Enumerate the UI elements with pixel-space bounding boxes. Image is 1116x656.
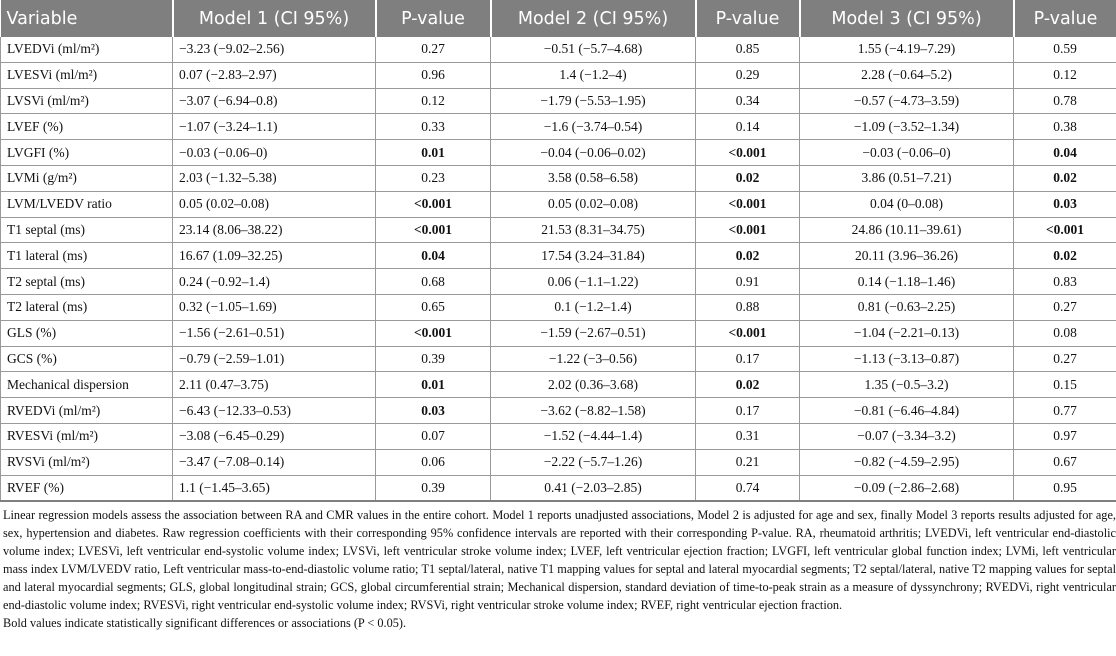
cell-p-value-3: 0.12 — [1014, 62, 1116, 88]
cell-p-value-2: 0.17 — [696, 346, 800, 372]
cell-model-1: 0.24 (−0.92–1.4) — [173, 269, 376, 295]
table-row — [1, 449, 1116, 475]
cell-p-value-1: 0.65 — [376, 294, 491, 320]
cell-p-value-3: 0.78 — [1014, 88, 1116, 114]
cell-variable: T1 lateral (ms) — [1, 243, 173, 269]
cell-model-3: −1.13 (−3.13–0.87) — [800, 346, 1014, 372]
cell-model-3: 1.35 (−0.5–3.2) — [800, 372, 1014, 398]
cell-p-value-2: 0.17 — [696, 398, 800, 424]
table-row — [1, 62, 1116, 88]
cell-model-1: −6.43 (−12.33–0.53) — [173, 398, 376, 424]
cell-p-value-2: 0.85 — [696, 37, 800, 62]
cell-p-value-1: 0.07 — [376, 423, 491, 449]
cell-p-value-3: 0.67 — [1014, 449, 1116, 475]
header-p-value-1: P-value — [376, 0, 491, 37]
cell-model-2: −1.79 (−5.53–1.95) — [491, 88, 696, 114]
cell-p-value-2: 0.21 — [696, 449, 800, 475]
cell-model-3: 2.28 (−0.64–5.2) — [800, 62, 1014, 88]
table-footnotes — [0, 502, 1116, 632]
cell-model-2: 2.02 (0.36–3.68) — [491, 372, 696, 398]
cell-model-2: 17.54 (3.24–31.84) — [491, 243, 696, 269]
cell-p-value-1: 0.96 — [376, 62, 491, 88]
cell-variable: T2 septal (ms) — [1, 269, 173, 295]
cell-model-1: −0.79 (−2.59–1.01) — [173, 346, 376, 372]
cell-model-1: 1.1 (−1.45–3.65) — [173, 475, 376, 501]
header-row — [1, 0, 1116, 37]
cell-model-1: 0.07 (−2.83–2.97) — [173, 62, 376, 88]
cell-model-2: 21.53 (8.31–34.75) — [491, 217, 696, 243]
table-row — [1, 114, 1116, 140]
cell-variable: LVESVi (ml/m²) — [1, 62, 173, 88]
cell-model-1: 2.11 (0.47–3.75) — [173, 372, 376, 398]
cell-variable: LVGFI (%) — [1, 140, 173, 166]
cell-p-value-3: 0.38 — [1014, 114, 1116, 140]
table-row — [1, 398, 1116, 424]
cell-variable: LVEDVi (ml/m²) — [1, 37, 173, 62]
cell-model-2: −1.59 (−2.67–0.51) — [491, 320, 696, 346]
cell-p-value-2: 0.29 — [696, 62, 800, 88]
cell-p-value-2: 0.88 — [696, 294, 800, 320]
table-row — [1, 320, 1116, 346]
cell-model-3: −0.81 (−6.46–4.84) — [800, 398, 1014, 424]
cell-p-value-2: 0.31 — [696, 423, 800, 449]
cell-model-3: 0.04 (0–0.08) — [800, 191, 1014, 217]
cell-model-2: −0.51 (−5.7–4.68) — [491, 37, 696, 62]
cell-model-1: −1.56 (−2.61–0.51) — [173, 320, 376, 346]
cell-variable: T2 lateral (ms) — [1, 294, 173, 320]
cell-p-value-2: <0.001 — [696, 320, 800, 346]
cell-model-3: 0.14 (−1.18–1.46) — [800, 269, 1014, 295]
table-row — [1, 346, 1116, 372]
cell-p-value-2: <0.001 — [696, 217, 800, 243]
cell-p-value-3: 0.08 — [1014, 320, 1116, 346]
header-model-3: Model 3 (CI 95%) — [800, 0, 1014, 37]
cell-model-1: −1.07 (−3.24–1.1) — [173, 114, 376, 140]
header-model-1: Model 1 (CI 95%) — [173, 0, 376, 37]
cell-p-value-2: 0.14 — [696, 114, 800, 140]
cell-model-1: 16.67 (1.09–32.25) — [173, 243, 376, 269]
cell-model-1: −3.47 (−7.08–0.14) — [173, 449, 376, 475]
cell-model-1: 2.03 (−1.32–5.38) — [173, 165, 376, 191]
cell-model-3: −0.82 (−4.59–2.95) — [800, 449, 1014, 475]
cell-model-3: −0.07 (−3.34–3.2) — [800, 423, 1014, 449]
cell-model-3: 20.11 (3.96–36.26) — [800, 243, 1014, 269]
cell-p-value-1: 0.01 — [376, 372, 491, 398]
cell-model-2: −3.62 (−8.82–1.58) — [491, 398, 696, 424]
cell-model-2: 0.06 (−1.1–1.22) — [491, 269, 696, 295]
cell-p-value-3: 0.95 — [1014, 475, 1116, 501]
cell-p-value-3: <0.001 — [1014, 217, 1116, 243]
header-variable: Variable — [1, 0, 173, 37]
cell-variable: RVEF (%) — [1, 475, 173, 501]
table-row — [1, 191, 1116, 217]
cell-model-1: −0.03 (−0.06–0) — [173, 140, 376, 166]
cell-p-value-3: 0.27 — [1014, 294, 1116, 320]
cell-p-value-2: <0.001 — [696, 191, 800, 217]
cell-p-value-3: 0.02 — [1014, 243, 1116, 269]
cell-p-value-2: 0.02 — [696, 165, 800, 191]
cell-p-value-3: 0.03 — [1014, 191, 1116, 217]
cell-model-2: −1.6 (−3.74–0.54) — [491, 114, 696, 140]
cell-p-value-3: 0.02 — [1014, 165, 1116, 191]
cell-model-1: 0.32 (−1.05–1.69) — [173, 294, 376, 320]
header-p-value-2: P-value — [696, 0, 800, 37]
cell-model-1: −3.07 (−6.94–0.8) — [173, 88, 376, 114]
cell-model-3: 0.81 (−0.63–2.25) — [800, 294, 1014, 320]
cell-model-2: −1.22 (−3–0.56) — [491, 346, 696, 372]
table-row — [1, 140, 1116, 166]
cell-model-1: 0.05 (0.02–0.08) — [173, 191, 376, 217]
cell-p-value-3: 0.15 — [1014, 372, 1116, 398]
cell-model-2: −0.04 (−0.06–0.02) — [491, 140, 696, 166]
footnote-main: Linear regression models assess the association between RA and CMR values in the entire cohort. Model 1 reports unadjusted associations, Model 2 is adjusted for age and sex, finally Model 3 reports results adjusted for age, sex, hypertension and diabetes. Raw regression coefficients with their corresponding 95% confidence intervals are reported with their corresponding P-value. RA, rheumatoid arthritis; LVEDVi, left ventricular end-diastolic volume index; LVESVi, left ventricular end-systolic volume index; LVSVi, left ventricular stroke volume index; LVEF, left ventricular ejection fraction; LVGFI, left ventricular global function index; LVMi, left ventricular mass index LVM/LVEDV ratio, Left ventricular mass-to-end-diastolic volume ratio; T1 septal/lateral, native T1 mapping values for septal and lateral myocardial segments; T2 septal/lateral, native T2 mapping values for septal and lateral myocardial segments; GLS, global longitudinal strain; GCS, global circumferential strain; Mechanical dispersion, standard deviation of time-to-peak strain as a measure of dyssynchrony; RVEDVi, right ventricular end-diastolic volume index; RVESVi, right ventricular end-systolic volume index; RVSVi, right ventricular stroke volume index; RVEF, right ventricular ejection fraction. — [3, 508, 1116, 613]
cell-model-2: 0.05 (0.02–0.08) — [491, 191, 696, 217]
cell-p-value-1: 0.03 — [376, 398, 491, 424]
cell-p-value-3: 0.97 — [1014, 423, 1116, 449]
table-row — [1, 269, 1116, 295]
cell-model-3: 3.86 (0.51–7.21) — [800, 165, 1014, 191]
table-row — [1, 423, 1116, 449]
cell-p-value-1: 0.68 — [376, 269, 491, 295]
cell-variable: GCS (%) — [1, 346, 173, 372]
cell-model-3: −1.09 (−3.52–1.34) — [800, 114, 1014, 140]
cell-variable: LVM/LVEDV ratio — [1, 191, 173, 217]
cell-p-value-1: 0.01 — [376, 140, 491, 166]
cell-p-value-1: 0.06 — [376, 449, 491, 475]
cell-variable: LVMi (g/m²) — [1, 165, 173, 191]
cell-variable: LVEF (%) — [1, 114, 173, 140]
cell-model-3: 1.55 (−4.19–7.29) — [800, 37, 1014, 62]
cell-variable: GLS (%) — [1, 320, 173, 346]
cell-variable: LVSVi (ml/m²) — [1, 88, 173, 114]
cell-model-3: 24.86 (10.11–39.61) — [800, 217, 1014, 243]
cell-p-value-3: 0.04 — [1014, 140, 1116, 166]
cell-p-value-2: 0.91 — [696, 269, 800, 295]
cell-p-value-1: <0.001 — [376, 191, 491, 217]
cell-p-value-1: <0.001 — [376, 320, 491, 346]
table-row — [1, 88, 1116, 114]
cell-model-2: 0.1 (−1.2–1.4) — [491, 294, 696, 320]
header-model-2: Model 2 (CI 95%) — [491, 0, 696, 37]
cell-variable: RVESVi (ml/m²) — [1, 423, 173, 449]
cell-model-2: 1.4 (−1.2–4) — [491, 62, 696, 88]
cell-p-value-1: 0.39 — [376, 346, 491, 372]
cell-model-2: 3.58 (0.58–6.58) — [491, 165, 696, 191]
cell-p-value-3: 0.83 — [1014, 269, 1116, 295]
cell-p-value-3: 0.27 — [1014, 346, 1116, 372]
cell-p-value-1: <0.001 — [376, 217, 491, 243]
footnote-bold-note: Bold values indicate statistically significant differences or associations (P < 0.05). — [3, 616, 407, 631]
cell-model-2: 0.41 (−2.03–2.85) — [491, 475, 696, 501]
table-row — [1, 372, 1116, 398]
cell-model-1: 23.14 (8.06–38.22) — [173, 217, 376, 243]
cell-p-value-2: 0.34 — [696, 88, 800, 114]
cell-p-value-1: 0.23 — [376, 165, 491, 191]
table-row — [1, 37, 1116, 62]
cell-model-1: −3.08 (−6.45–0.29) — [173, 423, 376, 449]
table-row — [1, 243, 1116, 269]
cell-p-value-2: 0.74 — [696, 475, 800, 501]
cell-variable: RVEDVi (ml/m²) — [1, 398, 173, 424]
table-row — [1, 294, 1116, 320]
cell-variable: Mechanical dispersion — [1, 372, 173, 398]
cell-model-3: −0.09 (−2.86–2.68) — [800, 475, 1014, 501]
cell-p-value-3: 0.59 — [1014, 37, 1116, 62]
cell-p-value-2: <0.001 — [696, 140, 800, 166]
cell-model-1: −3.23 (−9.02–2.56) — [173, 37, 376, 62]
cell-model-3: −0.03 (−0.06–0) — [800, 140, 1014, 166]
cell-p-value-2: 0.02 — [696, 372, 800, 398]
cell-model-2: −1.52 (−4.44–1.4) — [491, 423, 696, 449]
cell-p-value-1: 0.04 — [376, 243, 491, 269]
header-p-value-3: P-value — [1014, 0, 1116, 37]
cell-model-3: −1.04 (−2.21–0.13) — [800, 320, 1014, 346]
table-header — [1, 0, 1116, 37]
cell-variable: T1 septal (ms) — [1, 217, 173, 243]
table-body — [1, 37, 1116, 501]
table-row — [1, 165, 1116, 191]
cell-p-value-1: 0.12 — [376, 88, 491, 114]
cell-p-value-3: 0.77 — [1014, 398, 1116, 424]
table-row — [1, 217, 1116, 243]
cell-model-2: −2.22 (−5.7–1.26) — [491, 449, 696, 475]
cell-p-value-2: 0.02 — [696, 243, 800, 269]
cell-p-value-1: 0.33 — [376, 114, 491, 140]
cell-p-value-1: 0.27 — [376, 37, 491, 62]
cell-variable: RVSVi (ml/m²) — [1, 449, 173, 475]
cell-model-3: −0.57 (−4.73–3.59) — [800, 88, 1014, 114]
table-row — [1, 475, 1116, 501]
cell-p-value-1: 0.39 — [376, 475, 491, 501]
